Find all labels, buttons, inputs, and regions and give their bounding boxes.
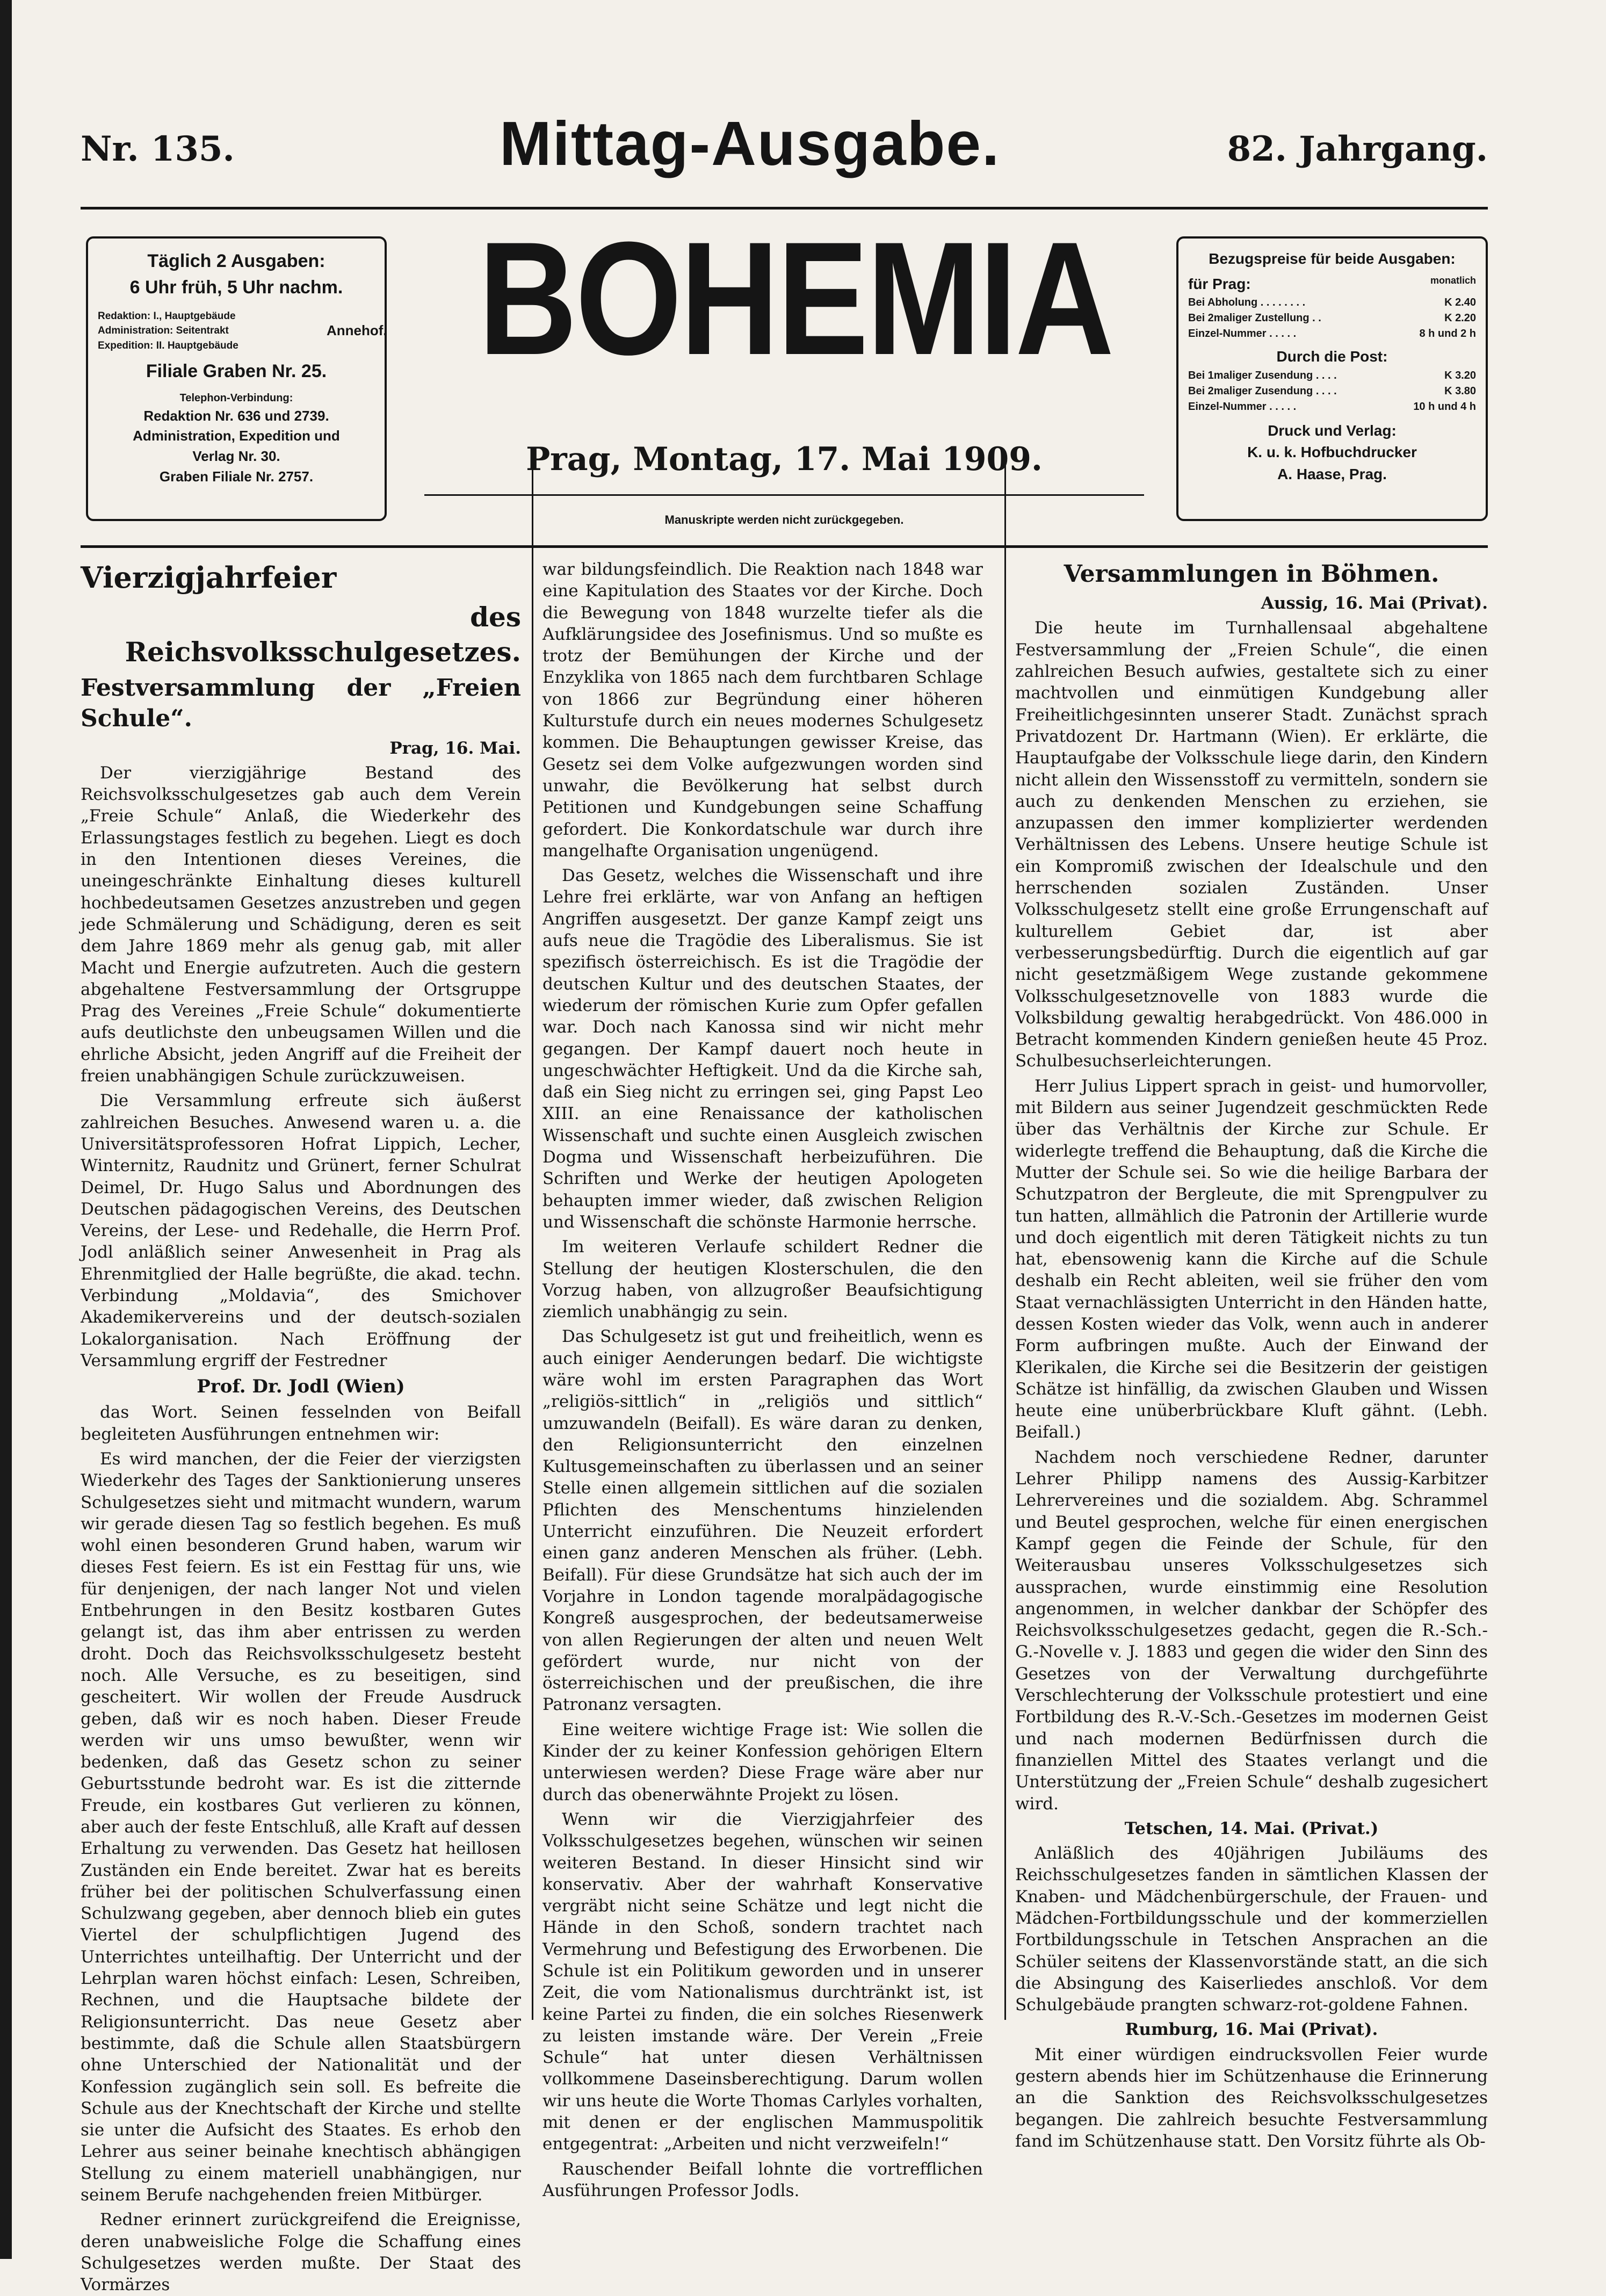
- publisher-name: A. Haase, Prag.: [1277, 465, 1387, 482]
- redaktion-line: Redaktion: I., Hauptgebäude: [98, 310, 236, 322]
- issue-number: Nr. 135.: [81, 129, 235, 169]
- paragraph: Mit einer würdigen eindrucksvollen Feier wurde gestern abends hier im Schützenhause die Erinnerung an die Sanktion des Reichsvolksschulgesetzes begangen. Die zahlreich besuchte Festversammlung fand im Schützenhause statt. Den Vorsitz führte als Ob-: [1015, 2045, 1488, 2151]
- headline-main: Vierzigjahrfeier: [81, 560, 337, 595]
- place-date: Aussig, 16. Mai (Privat).: [1261, 594, 1488, 613]
- price-row: Bei 1maliger Zusendung . . . . K 3.20: [1188, 369, 1476, 381]
- administration-line: Administration: Seitentrakt: [98, 325, 229, 337]
- place-date: Rumburg, 16. Mai (Privat).: [1125, 2020, 1378, 2040]
- price-title: Bezugspreise für beide Ausgaben:: [1209, 250, 1456, 267]
- paragraph: Wenn wir die Vierzigjahrfeier des Volksschulgesetzes begehen, wünschen wir seinen weiteren Bestand. In dieser Hinsicht sind wir konservativ. Aber der wahrhaft Konservative vergräbt nicht seine Schätze und legt nicht die Hände in den Schoß, sondern trachtet nach Vermehrung und Befestigung des Erworbenen. Die Schule ist ein Politikum geworden und in unserer Zeit, die vom Nationalismus durchtränkt ist, ist keine Partei zu finden, die ein solches Riesenwerk zu leisten imstande wäre. Der Verein „Freie Schule“ hat unter diesen Verhältnissen vollkommene Daseinsberechtigung. Darum wollen wir uns heute die Worte Thomas Carlyles vorhalten, mit denen er der englischen Mammuspolitik entgegentrat: „Arbeiten und nicht verzweifeln!“: [542, 1809, 983, 2154]
- manuscripts-note: Manuskripte werden nicht zurückgegeben.: [664, 513, 904, 526]
- publisher-line: K. u. k. Hofbuchdrucker: [1247, 444, 1417, 461]
- volume-number: 82. Jahrgang.: [1227, 129, 1488, 169]
- paragraph: das Wort. Seinen fesselnden von Beifall begleiteten Ausführungen entnehmen wir:: [81, 1403, 521, 1444]
- headline-festversammlung: Festversammlung der „Freien Schule“.: [81, 674, 521, 733]
- filiale-line: Filiale Graben Nr. 25.: [146, 361, 327, 382]
- column-3: [1015, 559, 1488, 2151]
- article-columns: [81, 559, 1488, 2295]
- annexhof-label: Annehof.: [327, 322, 387, 339]
- paragraph: Die Versammlung erfreute sich äußerst zahlreichen Besuches. Anwesend waren u. a. die Universitätsprofessoren Hofrat Lippich, Lecher, Winternitz, Raudnitz und Grünert, ferner Schulrat Deimel, Dr. Hugo Salus und Abordnungen des Deutschen pädagogischen Vereins, des Deutschen Vereins, der Lese- und Redehalle, die Herrn Prof. Jodl anläßlich seiner Anwesenheit in Prag als Ehrenmitglied der Halle begrüßte, die akad. techn. Verbindung „Moldavia“, des Smichover Akademikervereins und der deutsch-sozialen Lokalorganisation. Nach Eröffnung der Versammlung ergriff der Festredner: [81, 1091, 521, 1370]
- column-1: [81, 559, 521, 2295]
- place-date: Tetschen, 14. Mai. (Privat.): [1124, 1818, 1379, 1838]
- telephon-line: Verlag Nr. 30.: [192, 447, 280, 464]
- telephon-line: Administration, Expedition und: [133, 428, 340, 444]
- paragraph: Redner erinnert zurückgreifend die Ereignisse, deren unabweisliche Folge die Schaffung eines Schulgesetzes werden mußte. Der Staat des Vormärzes: [81, 2210, 521, 2295]
- paragraph: Herr Julius Lippert sprach in geist- und humorvoller, mit Bildern aus seiner Jugendzeit geschmückten Rede über das Verhältnis der Kirche zur Schule. Er widerlegte treffend die Behauptung, daß die Kirche die Mutter der Schule sei. So wie die heilige Barbara der Schutzpatron der Bergleute, die mit Sprengpulver zu tun hatten, allmählich die Patronin der Artillerie wurde und doch eigentlich mit deren Tätigkeit nichts zu tun hat, ebensowenig kann die Kirche auf die Schule deshalb ein Recht ableiten, weil sie früher den vom Staat vernachlässigten Unterricht in den Händen hatte, dessen Kosten wieder das Volk, wenn auch in anderer Form aufbringen mußte. Auch der Einwand der Klerikalen, die Kirche sei die Besitzerin der geistigen Schätze ist hinfällig, da zwischen Glauben und Wissen heute eine unüberbrückbare Kluft gähnt. (Lebh. Beifall.): [1015, 1076, 1488, 1442]
- paragraph: Anläßlich des 40jährigen Jubiläums des Reichsschulgesetzes fanden in sämtlichen Klassen der Knaben- und Mädchenbürgerschule, der Frauen- und Mädchen-Fortbildungsschule und der kommerziellen Fortbildungsschule in Tetschen Ansprachen an die Schüler seitens der Klassenvorstände statt, an die sich die Absingung des Kaiserliedes anschloß. Vor dem Schulgebäude prangten schwarz-rot-goldene Fahnen.: [1015, 1844, 1488, 2015]
- paragraph: Der vierzigjährige Bestand des Reichsvolksschulgesetzes gab auch dem Verein „Freie Schule“ Anlaß, die Wiederkehr des Erlassungstages festlich zu begehen. Liegt es doch in den Intentionen dieses Vereines, die uneingeschränkte Einhaltung dieses kulturell hochbedeutsamen Gesetzes anzustreben und gegen jede Schmälerung und Schädigung, deren es seit dem Jahre 1869 mehr als genug gab, mit aller Macht und Energie aufzutreten. Auch die gestern abgehaltene Festversammlung der Ortsgruppe Prag des Vereines „Freie Schule“ dokumentierte aufs deutlichste den unbeugsamen Willen und die ehrliche Absicht, jeden Angriff auf die Freiheit der freien unabhängigen Schule zurückzuweisen.: [81, 763, 521, 1086]
- price-row: Bei 2maliger Zusendung . . . . K 3.80: [1188, 385, 1476, 397]
- paragraph: Nachdem noch verschiedene Redner, darunter Lehrer Philipp namens des Aussig-Karbitzer Lehrervereines und die sozialdem. Abg. Schrammel und Beutel gesprochen, welche für einen energischen Kampf gegen die Feinde der Schule, für den Weiterausbau unseres Volksschulgesetzes sich aussprachen, wurde einstimmig eine Resolution angenommen, in welcher dankbar der Schöpfer des Reichsvolksschulgesetzes gedacht, gegen die R.-Sch.-G.-Novelle v. J. 1883 und gegen die wider den Sinn des Gesetzes von der Verwaltung durchgeführte Verschlechterung der Volksschule protestiert und eine Fortbildung des R.-V.-Sch.-Gesetzes im modernen Geist und nach modernen Bedürfnissen durch die finanziellen Mittel des Staates verlangt und die Unterstützung der „Freien Schule“ deshalb zugesichert wird.: [1015, 1447, 1488, 1814]
- telephon-title: Telephon-Verbindung:: [179, 392, 293, 404]
- expedition-line: Expedition: II. Hauptgebäude: [98, 340, 238, 351]
- price-row: Einzel-Nummer . . . . . 8 h und 2 h: [1188, 328, 1476, 340]
- column-divider-2: [1004, 462, 1006, 2020]
- edition-title: Mittag-Ausgabe.: [500, 109, 1001, 178]
- edition-times: 6 Uhr früh, 5 Uhr nachm.: [129, 277, 343, 298]
- place-date: Prag, 16. Mai.: [389, 738, 521, 758]
- daily-editions: Täglich 2 Ausgaben:: [147, 251, 325, 271]
- paragraph: Die heute im Turnhallensaal abgehaltene Festversammlung der „Freien Schule“, die einen zahlreichen Besuch aufwies, gestaltete sich zu einer machtvollen und einmütigen Kundgebung aller Freiheitlichgesinnten unserer Stadt. Zunächst sprach Privatdozent Dr. Hartmann (Wien). Er erklärte, die Hauptaufgabe der Volksschule liege darin, den Kindern nicht allein den Wissensstoff zu vermitteln, sondern sie auch zu denkenden Menschen zu erziehen, sie anzupassen den immer komplizierter werdenden Verhältnissen des Lebens. Unsere heutige Schule ist ein Kompromiß zwischen der Idealschule und den herrschenden sozialen Zuständen. Unser Volksschulgesetz stellt eine große Errungenschaft auf kulturellem Gebiet dar, ist aber verbesserungsbedürftig. Durch die eigentlich auf gar nicht gesetzmäßigem Wege zustande gekommene Volksschulgesetznovelle von 1883 wurde die Volksbildung gewaltig herabgedrückt. Von 486.000 in Betracht kommenden Kindern genießen heute 45 Proz. Schulbesuchserleichterungen.: [1015, 618, 1488, 1071]
- newspaper-page: [81, 97, 1488, 2295]
- paragraph: Eine weitere wichtige Frage ist: Wie sollen die Kinder der zu keiner Konfession gehörigen Eltern unterwiesen werden? Diese Frage wäre aber nur durch das obenerwähnte Projekt zu lösen.: [542, 1720, 983, 1804]
- header-rule-bottom: [81, 545, 1488, 548]
- paragraph: Das Schulgesetz ist gut und freiheitlich, wenn es auch einiger Aenderungen bedarf. Die wichtigste wäre wohl im ersten Paragraphen das Wort „religiös-sittlich“ in „religiös und sittlich“ umzuwandeln (Beifall). Es wäre daran zu denken, den Religionsunterricht den einzelnen Kultusgemeinschaften zu überlassen und an seiner Stelle einen allgemein sittlichen auf die sozialen Pflichten des Menschentums hinzielenden Unterricht einzuführen. Die Neuzeit erfordert einen ganz anderen Menschen als früher. (Lebh. Beifall). Für diese Grundsätze hat sich auch der im Vorjahre in London tagende moralpädagogische Kongreß ausgesprochen, der bedeutsamerweise von allen Regierungen der alten und neuen Welt gefördert wurde, nur nicht von der österreichischen und der preußischen, die ihre Patronanz versagten.: [542, 1327, 983, 1715]
- price-row: Bei Abholung . . . . . . . . K 2.40: [1188, 297, 1476, 309]
- column-2: [542, 559, 983, 2200]
- column-divider-1: [532, 462, 533, 2020]
- price-row: Bei 2maliger Zustellung . . K 2.20: [1188, 312, 1476, 324]
- paragraph: Im weiteren Verlaufe schildert Redner die Stellung der heutigen Klosterschulen, die den Vorzug haben, von allzugroßer Beaufsichtigung ziemlich unabhängig zu sein.: [542, 1237, 983, 1322]
- telephon-line: Redaktion Nr. 636 und 2739.: [143, 407, 329, 424]
- top-line: [81, 97, 1488, 188]
- headline-sub: des Reichsvolksschulgesetzes.: [125, 601, 521, 668]
- paragraph: Rauschender Beifall lohnte die vortrefflichen Ausführungen Professor Jodls.: [542, 2159, 983, 2200]
- monthly-label: monatlich: [1430, 275, 1476, 286]
- paragraph: Das Gesetz, welches die Wissenschaft und ihre Lehre frei erklärte, war von Anfang an heftigen Angriffen ausgesetzt. Der ganze Kampf zeigt uns aufs neue die Tragödie des Liberalismus. Sie ist spezifisch österreichisch. Es ist die Tragödie der deutschen Kultur und des deutschen Staates, der wiederum der römischen Kurie zum Opfer gefallen war. Doch nach Kanossa sind wir nicht mehr gegangen. Der Kampf dauert noch heute in ungeschwächter Heftigkeit. Und da die Kirche sah, daß ein Sieg nicht zu erringen sei, ging Papst Leo XIII. an eine Renaissance der katholischen Wissenschaft und suchte einen Ausgleich zwischen Dogma und Wissenschaft herbeizuführen. Die Schriften und Werke der heutigen Apologeten behaupten immer wieder, daß zwischen Religion und Wissenschaft die schönste Harmonie herrsche.: [542, 866, 983, 1232]
- speaker-name: Prof. Dr. Jodl (Wien): [197, 1376, 405, 1398]
- publisher-title: Druck und Verlag:: [1268, 422, 1397, 439]
- masthead: BOHEMIA: [478, 208, 1112, 388]
- telephon-line: Graben Filiale Nr. 2757.: [159, 468, 314, 485]
- scan-edge: [0, 0, 12, 2259]
- by-post-label: Durch die Post:: [1276, 348, 1388, 365]
- dateline: Prag, Montag, 17. Mai 1909.: [526, 441, 1043, 478]
- for-prag-label: für Prag:: [1188, 275, 1251, 292]
- paragraph: Es wird manchen, der die Feier der vierzigsten Wiederkehr des Tages der Sanktionierung unseres Schulgesetzes sieht und mitmacht wundern, warum wir gerade diesen Tag so festlich begehen. Es muß wohl einen besonderen Grund haben, warum wir dieses Fest feiern. Es ist ein Festtag für uns, wie für denjenigen, der nach langer Not und vielen Entbehrungen in den Besitz kostbaren Gutes gelangt ist, das ihm aber entrissen zu werden droht. Doch das Reichsvolksschulgesetz besteht noch. Alle Versuche, es zu beseitigen, sind gescheitert. Wir wollen der Freude Ausdruck geben, daß wir es noch haben. Dieser Freude werden wir uns umso bewußter, wenn wir bedenken, daß das Gesetz schon zu seiner Geburtsstunde bedroht war. Es ist die zitternde Freude, ein kostbares Gut verlieren zu können, aber auch der feste Entschluß, alle Kraft auf dessen Erhaltung zu verwenden. Das Gesetz hat heillosen Zuständen ein Ende bereitet. Zwar hat es bereits früher bei der politischen Schulverfassung einen Schulzwang gegeben, aber dennoch blieb ein gutes Viertel der schulpflichtigen Jugend des Unterrichtes unteilhaftig. Der Unterricht und der Lehrplan waren höchst einfach: Lesen, Schreiben, Rechnen, und die Hauptsache bildete der Religionsunterricht. Das neue Gesetz aber bestimmte, daß die Schule allen Staatsbürgern ohne Unterschied der Nationalität und der Konfession zugänglich sein soll. Es befreite die Schule aus der Knechtschaft der Kirche und stellte sie unter die Aufsicht des Staates. Es erhob den Lehrer aus seiner beinahe knechtisch abhängigen Stellung zu einem materiell unabhängigen, nur seinem Berufe nachgehenden freien Mitbürger.: [81, 1449, 521, 2205]
- left-info-box: [86, 236, 387, 521]
- section-heading: Versammlungen in Böhmen.: [1064, 560, 1439, 588]
- price-row: Einzel-Nummer . . . . . 10 h und 4 h: [1188, 400, 1476, 413]
- paragraph: war bildungsfeindlich. Die Reaktion nach 1848 war eine Kapitulation des Staates vor der Kirche. Doch die Bewegung von 1848 wurzelte tiefer als die Aufklärungsidee des Josefinismus. Und so mußte es trotz der Bemühungen der Kirche und der Enzyklika von 1865 nach dem furchtbaren Schlage von 1866 zur Begründung einer höheren Kulturstufe durch ein neues modernes Schulgesetz kommen. Die Behauptungen gewisser Kreise, das Gesetz sei dem Volke aufgezwungen worden sind unwahr, die Bevölkerung hat selbst durch Petitionen und Kundgebungen seine Schaffung gefordert. Die Konkordatschule war durch ihre mangelhafte Organisation ungenügend.: [542, 560, 983, 861]
- right-price-box: [1176, 236, 1488, 521]
